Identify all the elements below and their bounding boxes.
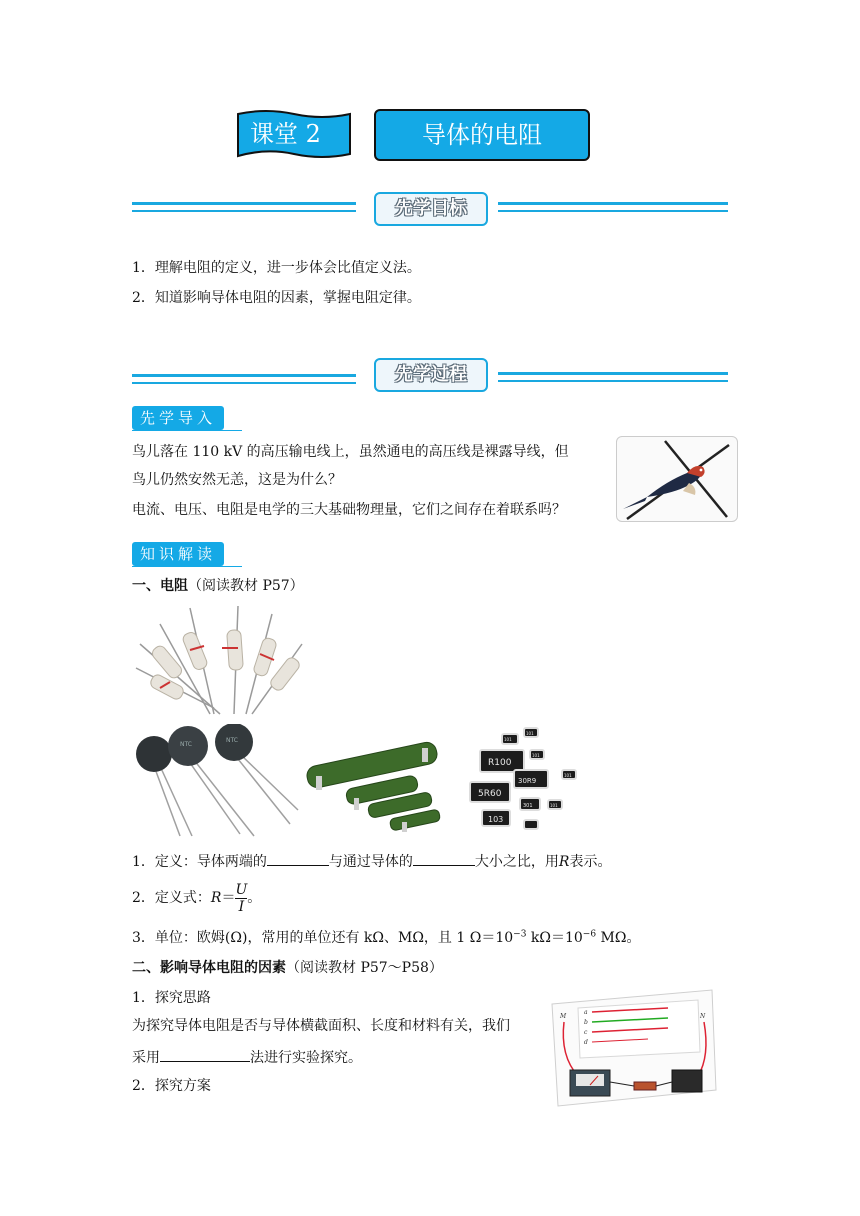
- def-blank-1: [267, 850, 329, 866]
- explore-text-2b: 法进行实验探究。: [250, 1050, 362, 1066]
- formula-prefix: 2．定义式：: [132, 890, 211, 906]
- part1-ref: （阅读教材 P57）: [188, 578, 304, 594]
- wire-label-a: a: [584, 1009, 588, 1016]
- knowledge-tag: 知识解读: [132, 542, 224, 566]
- formula-r: R: [210, 890, 222, 906]
- goal-item-1: 1．理解电阻的定义，进一步体会比值定义法。: [132, 260, 421, 276]
- explore-item-1: 1．探究思路: [132, 990, 211, 1006]
- part2-heading: [132, 958, 443, 978]
- method-blank: [160, 1046, 250, 1062]
- formula-end: 。: [247, 890, 262, 906]
- unit-exp-2: −6: [582, 929, 597, 940]
- part1-heading: [132, 576, 304, 596]
- process-rule-left: [132, 374, 356, 377]
- intro-tag: 先学导入: [132, 406, 224, 430]
- process-heading: 先学过程: [374, 358, 488, 392]
- process-rule-right: [498, 372, 728, 375]
- explore-text-2a: 采用: [132, 1050, 160, 1066]
- def-var: R: [558, 854, 570, 870]
- wire-label-c: c: [584, 1029, 588, 1036]
- svg-text:NTC: NTC: [180, 741, 192, 748]
- process-rule-right-thin: [498, 380, 728, 382]
- section-rule-right-thin: [498, 210, 728, 212]
- page-title: 导体的电阻: [374, 109, 590, 161]
- explore-text-2: [132, 1046, 362, 1068]
- circuit-experiment-image: [548, 986, 718, 1108]
- def-part-a: 1．定义：导体两端的: [132, 854, 267, 870]
- smd-label-8: 101: [564, 773, 572, 778]
- def-part-d: 表示。: [569, 854, 612, 870]
- formula-eq: ＝: [221, 890, 236, 906]
- goal-item-2: 2．知道影响导体电阻的因素，掌握电阻定律。: [132, 290, 421, 306]
- intro-line-3: 电流、电压、电阻是电学的三大基础物理量，它们之间存在着联系吗？: [132, 502, 566, 518]
- intro-line-1: 鸟儿落在 110 kV 的高压输电线上，虽然通电的高压线是裸露导线，但: [132, 444, 569, 460]
- unit-part-a: 3．单位：欧姆(Ω)，常用的单位还有 kΩ、MΩ，且 1 Ω＝10: [132, 930, 514, 946]
- formula-fraction: [235, 882, 247, 915]
- unit-exp-1: −3: [513, 929, 527, 940]
- definition-line: [132, 850, 611, 872]
- unit-part-b: kΩ＝10: [526, 930, 583, 946]
- terminal-label-m: M: [560, 1013, 567, 1020]
- section-rule-right: [498, 202, 728, 205]
- section-rule-left: [132, 202, 356, 205]
- smd-label-3: 103: [488, 815, 504, 824]
- thermistor-image: [130, 724, 300, 838]
- process-rule-left-thin: [132, 382, 356, 384]
- lesson-label: 课堂 2: [250, 120, 321, 148]
- unit-line: [132, 928, 640, 948]
- smd-label-2: 5R60: [478, 789, 502, 799]
- def-part-b: 与通过导体的: [328, 854, 413, 870]
- intro-line-2: 鸟儿仍然安然无恙，这是为什么？: [132, 472, 342, 488]
- def-part-c: 大小之比，用: [474, 854, 559, 870]
- formula-denominator: I: [235, 898, 247, 915]
- part1-title: 一、电阻: [132, 578, 188, 594]
- smd-label-4: 301: [523, 803, 533, 809]
- wirewound-resistor-image: [302, 730, 450, 834]
- carbon-resistors-image: [130, 604, 310, 720]
- explore-item-2: 2．探究方案: [132, 1078, 211, 1094]
- def-blank-2: [413, 850, 475, 866]
- bird-on-wire-image: [616, 436, 738, 522]
- intro-tag-underline: [132, 430, 242, 431]
- terminal-label-n: N: [700, 1013, 706, 1020]
- smd-label-7: 101: [532, 753, 540, 758]
- wire-label-b: b: [584, 1019, 588, 1026]
- part2-title: 二、影响导体电阻的因素: [132, 960, 286, 976]
- section-rule-left-thin: [132, 210, 356, 212]
- svg-text:NTC: NTC: [226, 737, 238, 744]
- smd-resistors-image: [458, 726, 582, 836]
- formula-numerator: U: [235, 881, 248, 898]
- goals-heading: 先学目标: [374, 192, 488, 226]
- wire-label-d: d: [584, 1039, 588, 1046]
- explore-text-1: 为探究导体电阻是否与导体横截面积、长度和材料有关，我们: [132, 1018, 510, 1034]
- unit-part-c: MΩ。: [596, 930, 641, 946]
- smd-label-9: 101: [550, 803, 558, 808]
- smd-label-5: 101: [504, 737, 512, 742]
- smd-label-1: 30R9: [518, 777, 537, 785]
- smd-label-0: R100: [488, 758, 512, 768]
- smd-label-6: 101: [526, 731, 534, 736]
- part2-ref: （阅读教材 P57～P58）: [286, 960, 443, 976]
- formula-line: [132, 880, 261, 916]
- knowledge-tag-underline: [132, 566, 242, 567]
